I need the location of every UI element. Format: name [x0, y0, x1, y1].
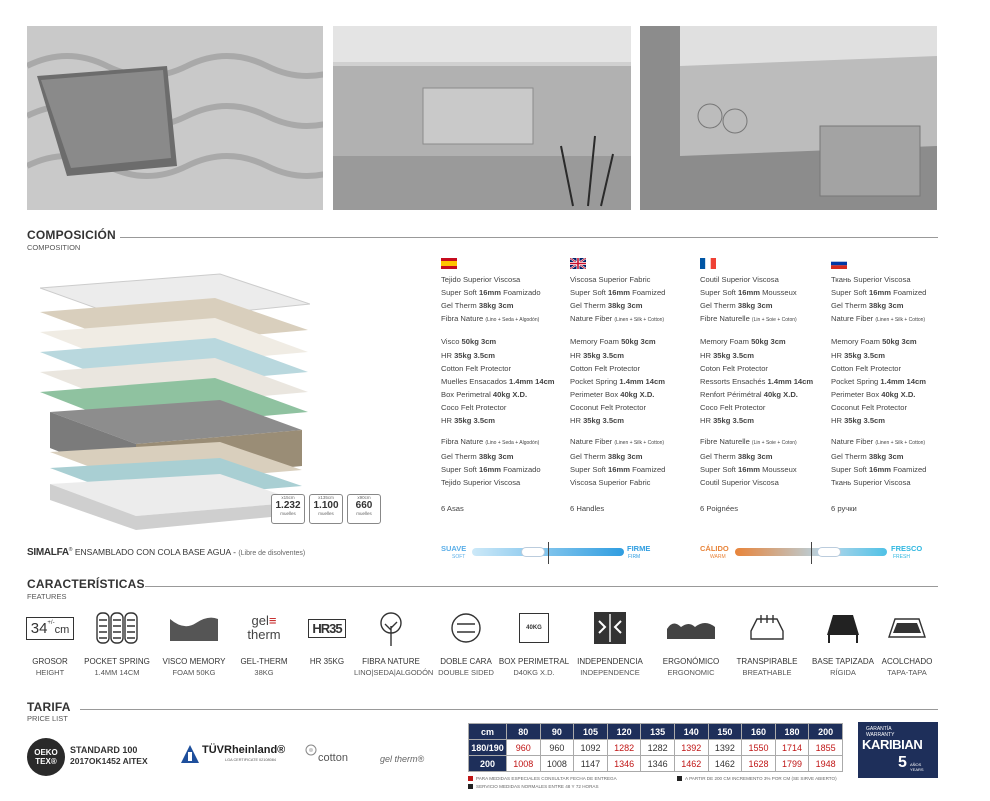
firmness-center-mark [548, 542, 549, 564]
tarifa-subtitle: PRICE LIST [27, 714, 68, 723]
feature-double-side [429, 606, 503, 678]
price-table [468, 723, 843, 772]
composition-column-fr [700, 258, 825, 515]
layer-line: Super Soft 16mm Foamizado [441, 288, 541, 298]
size-header: 200 [809, 724, 843, 740]
mattress-layers-diagram [40, 262, 310, 532]
assembly-text: ENSAMBLADO CON COLA BASE AGUA - [74, 547, 236, 557]
layer-line: Viscosa Superior Fabric [570, 478, 651, 488]
layer-line: HR 35kg 3.5cm [570, 350, 625, 360]
handles-count: 6 Asas [441, 503, 464, 513]
price-note-black: SERVICIO MEDIDAS NORMALES ENTRE 48 Y 72 HORAS [468, 784, 599, 789]
layer-line: Super Soft 16mm Foamized [831, 465, 927, 475]
feature-visco-memory [157, 606, 231, 678]
feature-sublabel: DOUBLE SIDED [438, 668, 494, 677]
layer-line: HR 35kg 3.5cm [441, 350, 496, 360]
layer-line: Ткань Superior Viscosa [831, 275, 911, 285]
layer-line: Perimeter Box 40kg X.D. [570, 389, 655, 399]
warranty-years-unit: AÑOS YEARS [910, 762, 924, 772]
layer-line: Nature Fiber (Linen + Silk + Cotton) [570, 437, 665, 447]
layer-line: Coco Felt Protector [700, 402, 766, 412]
handles-count: 6 Handles [570, 503, 605, 513]
layer-line: Ressorts Ensachés 1.4mm 14cm [700, 376, 814, 386]
size-header: 140 [674, 724, 708, 740]
price-row [469, 740, 843, 756]
price-cell: 1008 [507, 756, 541, 772]
layer-line: Super Soft 16mm Foamized [570, 288, 666, 298]
spring-counts [271, 494, 381, 524]
photo-mattress-side [333, 26, 631, 210]
layer-line: Box Perimetral 40kg X.D. [441, 389, 528, 399]
layer-line: Super Soft 16mm Mousseux [700, 288, 797, 298]
price-cell: 1008 [540, 756, 574, 772]
spring-count-box: x15cm 1.232 muelles [271, 494, 305, 524]
feature-label: BASE TAPIZADA [812, 657, 874, 666]
height-icon: 34 +/- cm [13, 606, 87, 650]
features-subtitle: FEATURES [27, 592, 67, 601]
feature-label: ACOLCHADO [881, 657, 933, 666]
layer-line: Gel Therm 38kg 3cm [441, 452, 514, 462]
tuv-logo: TÜVRheinland® [202, 744, 286, 756]
layer-line: Nature Fiber (Linen + Silk + Cotton) [831, 314, 926, 324]
features-divider [145, 586, 938, 587]
gel-therm-icon: gel≡ therm [247, 613, 281, 642]
layer-line: Perimeter Box 40kg X.D. [831, 389, 916, 399]
layer-line: Gel Therm 38kg 3cm [831, 452, 904, 462]
layer-line: Coco Felt Protector [441, 402, 507, 412]
price-cell: 1092 [574, 740, 608, 756]
firmness-knob [521, 547, 545, 557]
feature-label: GROSOR [32, 657, 68, 666]
pocket-spring-icon [80, 606, 154, 650]
cotton-logo: cotton [318, 752, 348, 764]
feature-label: GEL-THERM [240, 657, 288, 666]
layer-line: HR 35kg 3.5cm [570, 416, 625, 426]
feature-box-40kg [497, 606, 571, 678]
layer-line: Renfort Périmétral 40kg X.D. [700, 389, 798, 399]
feature-sublabel: D40KG X.D. [513, 668, 555, 677]
layer-line: Gel Therm 38kg 3cm [700, 452, 773, 462]
layer-line: HR 35kg 3.5cm [831, 350, 886, 360]
size-header: 160 [742, 724, 776, 740]
assembly-note: (Libre de disolventes) [238, 550, 306, 557]
layer-line: HR 35kg 3.5cm [441, 416, 496, 426]
spring-count-box: x90cm 660 muelles [347, 494, 381, 524]
rigid-base-icon [806, 606, 880, 650]
warranty-label: GARANTÍA WARRANTY [866, 726, 895, 738]
layer-line: Muelles Ensacados 1.4mm 14cm [441, 376, 555, 386]
oeko-tex-logo: OEKO TEX® [27, 738, 65, 776]
layer-line: Coconut Felt Protector [570, 402, 646, 412]
feature-sublabel: 38KG [254, 668, 274, 677]
price-cell: 1346 [641, 756, 675, 772]
breathable-icon [730, 606, 804, 650]
feature-sublabel: HEIGHT [35, 668, 65, 677]
tree-icon [354, 606, 428, 650]
firmness-soft-label: SUAVE [441, 544, 467, 553]
feature-sublabel: TAPA-TAPA [887, 668, 927, 677]
layer-line: Super Soft 16mm Foamized [570, 465, 666, 475]
temp-warm-label: CÁLIDO [700, 544, 729, 553]
visco-memory-icon [157, 606, 231, 650]
assembly-line: SIMALFA® ENSAMBLADO CON COLA BASE AGUA - (Libre de disolventes) [27, 547, 306, 558]
tarifa-title: TARIFA [27, 700, 71, 714]
layer-line: Super Soft 16mm Foamized [831, 288, 927, 298]
price-cell: 1462 [674, 756, 708, 772]
layer-line: Viscosa Superior Fabric [570, 275, 651, 285]
flag-france-icon [700, 258, 716, 269]
feature-label: DOBLE CARA [440, 657, 492, 666]
feature-ergonomic [654, 606, 728, 678]
size-header: 180 [775, 724, 809, 740]
layer-line: Fibre Naturelle (Lin + Soie + Coton) [700, 437, 797, 447]
layer-line: Memory Foam 50kg 3cm [570, 337, 656, 347]
layer-line: Fibra Nature (Lino + Seda + Algodón) [441, 314, 540, 324]
layer-line: Fibre Naturelle (Lin + Soie + Coton) [700, 314, 797, 324]
price-cell: 1628 [742, 756, 776, 772]
layer-line: Cotton Felt Protector [570, 363, 641, 373]
feature-height [13, 606, 87, 678]
layer-line: Gel Therm 38kg 3cm [570, 301, 643, 311]
layer-line: Coton Felt Protector [700, 363, 768, 373]
price-cell: 1550 [742, 740, 776, 756]
price-cell: 1948 [809, 756, 843, 772]
layer-line: Coutil Superior Viscosa [700, 478, 779, 488]
size-header: 135 [641, 724, 675, 740]
tarifa-divider [80, 709, 938, 710]
warranty-brand: KARIBIAN [862, 737, 923, 752]
price-cell: 1346 [607, 756, 641, 772]
feature-sublabel: FOAM 50KG [172, 668, 216, 677]
feature-sublabel: BREATHABLE [742, 668, 792, 677]
layer-line: Fibra Nature (Lino + Seda + Algodón) [441, 437, 540, 447]
firmness-soft-en: SOFT [452, 554, 466, 560]
double-side-icon [429, 606, 503, 650]
feature-hr35 [290, 606, 364, 667]
layer-line: Gel Therm 38kg 3cm [700, 301, 773, 311]
flag-russia-icon [831, 258, 847, 269]
feature-breathable [730, 606, 804, 678]
feature-label: FIBRA NATURE [362, 657, 420, 666]
layer-line: Nature Fiber (Linen + Silk + Cotton) [831, 437, 926, 447]
feature-label: ERGONÓMICO [662, 657, 720, 666]
photo-mattress-corner [640, 26, 937, 210]
temp-center-mark [811, 542, 812, 564]
layer-line: Super Soft 16mm Foamizado [441, 465, 541, 475]
independence-icon [573, 606, 647, 650]
length-cell: 200 [469, 756, 507, 772]
layer-line: Cotton Felt Protector [441, 363, 512, 373]
temp-cool-label: FRESCO [891, 544, 923, 553]
firmness-firm-en: FIRM [628, 554, 641, 560]
feature-pocket-spring [80, 606, 154, 678]
warranty-badge [858, 722, 938, 778]
firmness-firm-label: FIRME [627, 544, 651, 553]
price-cell: 960 [507, 740, 541, 756]
handles-count: 6 Poignées [700, 503, 738, 513]
composition-column-es [441, 258, 566, 515]
feature-label: VISCO MEMORY [162, 657, 226, 666]
oeko-code: 2017OK1452 AITEX [70, 756, 148, 766]
layer-line: Gel Therm 38kg 3cm [831, 301, 904, 311]
size-header: 90 [540, 724, 574, 740]
layer-line: Gel Therm 38kg 3cm [441, 301, 514, 311]
price-row [469, 756, 843, 772]
layer-line: Tejido Superior Viscosa [441, 275, 521, 285]
composition-column-ru [831, 258, 956, 515]
size-header: 80 [507, 724, 541, 740]
feature-rigid-base [806, 606, 880, 678]
layer-line: Ткань Superior Viscosa [831, 478, 911, 488]
size-header: 120 [607, 724, 641, 740]
price-cell: 1392 [708, 740, 742, 756]
tuv-triangle-icon [180, 744, 200, 764]
size-header: 150 [708, 724, 742, 740]
feature-sublabel: ERGONOMIC [667, 668, 715, 677]
simalfa-logo: SIMALFA [27, 547, 69, 558]
flag-spain-icon [441, 258, 457, 269]
composition-title: COMPOSICIÓN [27, 228, 116, 242]
price-note-red: PARA MEDIDAS ESPECIALES CONSULTAR FECHA DE ENTREGA [468, 776, 617, 781]
feature-label: INDEPENDENCIA [577, 657, 643, 666]
price-cell: 1855 [809, 740, 843, 756]
feature-independence [573, 606, 647, 678]
feature-label: POCKET SPRING [84, 657, 150, 666]
size-header: cm [469, 724, 507, 740]
layer-line: Super Soft 16mm Mousseux [700, 465, 797, 475]
hr35-icon: HR35 [290, 606, 364, 650]
layer-line: Coutil Superior Viscosa [700, 275, 779, 285]
layer-line: Cotton Felt Protector [831, 363, 902, 373]
feature-sublabel: 1.4MM 14CM [94, 668, 140, 677]
quilted-top-icon [870, 606, 944, 650]
temperature-knob [817, 547, 841, 557]
layer-line: HR 35kg 3.5cm [700, 350, 755, 360]
features-title: CARACTERÍSTICAS [27, 577, 145, 591]
cotton-flower-icon [304, 743, 318, 757]
price-cell: 1282 [641, 740, 675, 756]
feature-label: BOX PERIMETRAL [498, 657, 570, 666]
warranty-years: 5 [898, 754, 907, 771]
layer-line: Nature Fiber (Linen + Silk + Cotton) [570, 314, 665, 324]
layer-line: Memory Foam 50kg 3cm [700, 337, 786, 347]
layer-line: Pocket Spring 1.4mm 14cm [570, 376, 665, 386]
price-cell: 1282 [607, 740, 641, 756]
price-cell: 1799 [775, 756, 809, 772]
feature-tree [354, 606, 434, 678]
price-cell: 1714 [775, 740, 809, 756]
layer-line: HR 35kg 3.5cm [700, 416, 755, 426]
box-40kg-icon: 40KG [497, 606, 571, 650]
layer-line: HR 35kg 3.5cm [831, 416, 886, 426]
layer-line: Pocket Spring 1.4mm 14cm [831, 376, 926, 386]
composition-divider [120, 237, 938, 238]
feature-label: HR 35KG [309, 657, 345, 666]
feature-sublabel: LINO|SEDA|ALGODÓN [354, 668, 434, 677]
feature-sublabel: INDEPENDENCE [580, 668, 640, 677]
handles-count: 6 ручки [831, 503, 857, 513]
feature-quilted-top [870, 606, 944, 678]
layer-line: Gel Therm 38kg 3cm [570, 452, 643, 462]
tuv-small: LGA CERTIFICATE 02108084 [225, 758, 276, 762]
price-cell: 960 [540, 740, 574, 756]
layer-line: Coconut Felt Protector [831, 402, 907, 412]
feature-label: TRANSPIRABLE [736, 657, 798, 666]
price-cell: 1392 [674, 740, 708, 756]
temp-warm-en: WARM [710, 554, 726, 560]
temp-cool-en: FRESH [893, 554, 910, 560]
size-header: 105 [574, 724, 608, 740]
flag-uk-icon [570, 258, 586, 269]
price-cell: 1462 [708, 756, 742, 772]
gel-therm-logo: gel therm® [380, 754, 425, 764]
oeko-standard: STANDARD 100 [70, 745, 138, 755]
spring-count-box: x135cm 1.100 muelles [309, 494, 343, 524]
ergonomic-icon [654, 606, 728, 650]
price-note-right: A PARTIR DE 200 CM INCREMENTO 3% POR CM (SE SIRVE ABIERTO) [677, 776, 837, 781]
price-cell: 1147 [574, 756, 608, 772]
photo-mattress-label [27, 26, 323, 210]
layer-line: Visco 50kg 3cm [441, 337, 497, 347]
layer-line: Tejido Superior Viscosa [441, 478, 521, 488]
composition-subtitle: COMPOSITION [27, 243, 81, 252]
length-cell: 180/190 [469, 740, 507, 756]
feature-sublabel: RÍGIDA [830, 668, 856, 677]
price-header-row [469, 724, 843, 740]
composition-column-uk [570, 258, 695, 515]
layer-line: Memory Foam 50kg 3cm [831, 337, 917, 347]
